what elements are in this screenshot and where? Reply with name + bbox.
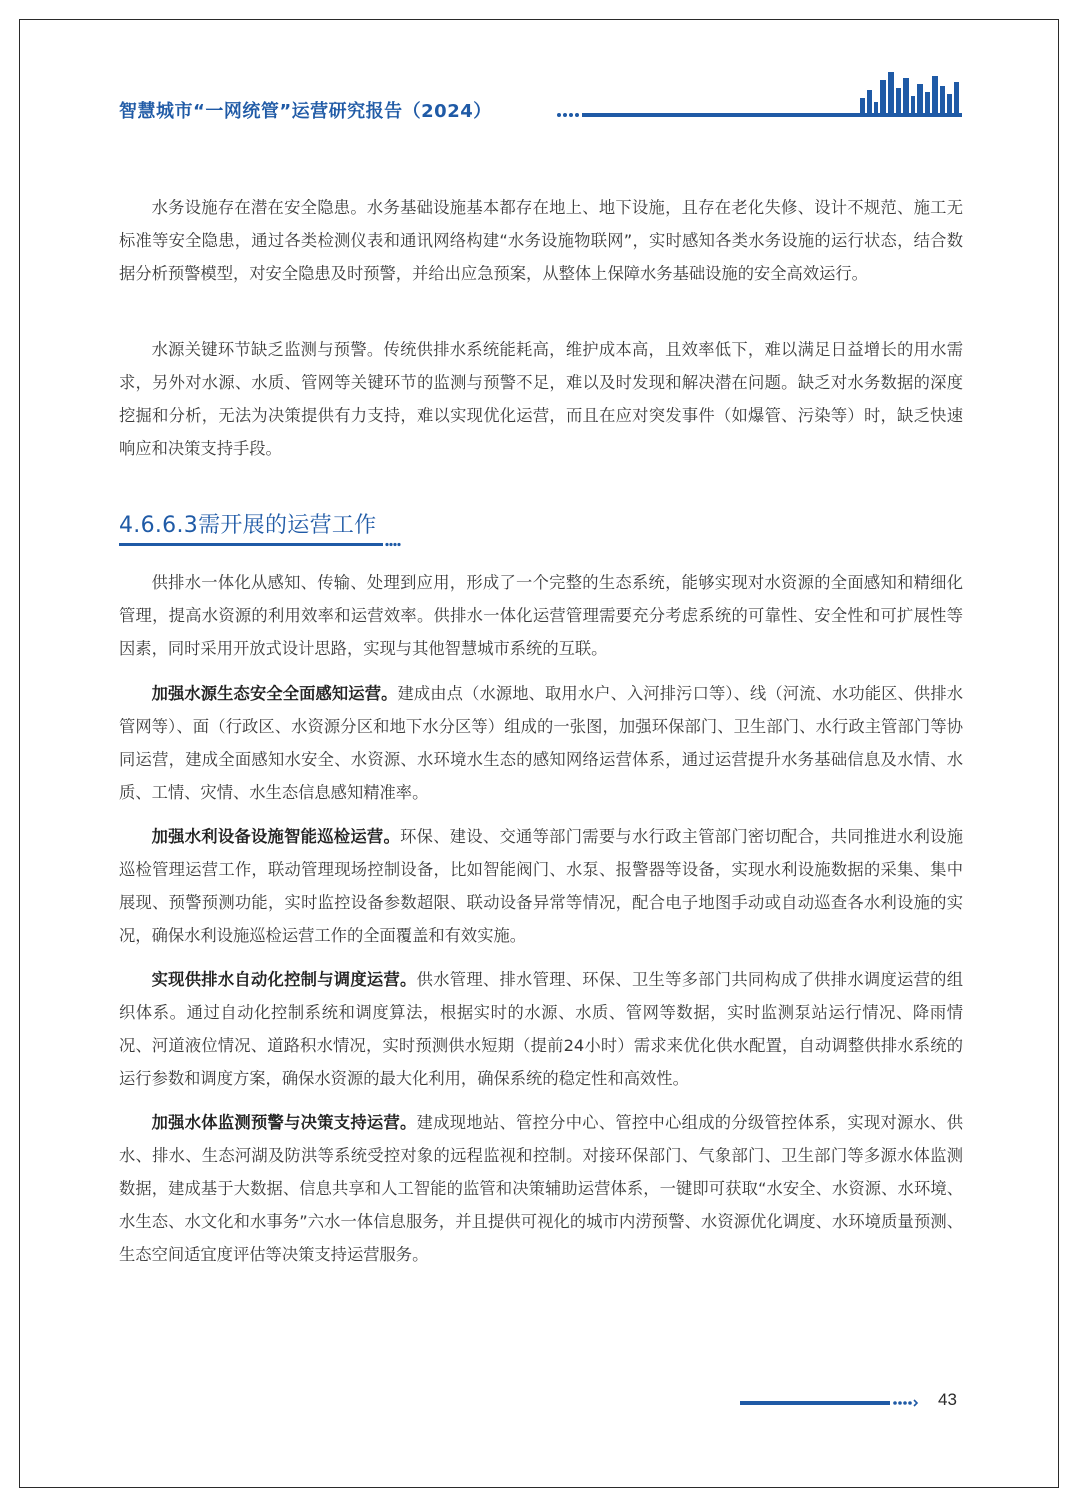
paragraph-lead: 加强水源生态安全全面感知运营。	[151, 684, 398, 703]
paragraph-lead: 实现供排水自动化控制与调度运营。	[151, 970, 417, 989]
page-number: 43	[938, 1390, 957, 1409]
paragraph-integration-overview	[119, 566, 963, 665]
section-dots-decoration	[385, 542, 401, 547]
paragraph-body: 建成由点（水源地、取用水户、入河排污口等）、线（河流、水功能区、供排水管网等）、面（行政区、水资源分区和地下水分区等）组成的一张图，加强环保部门、卫生部门、水行政主管部门等协同运营，建成全面感知水安全、水资源、水环境水生态的感知网络运营体系，通过运营提升水务基础信息及水情、水质、工情、灾情、水生态信息感知精准率。	[119, 684, 963, 802]
report-title: 智慧城市“一网统管”运营研究报告（2024）	[119, 101, 492, 122]
paragraph-water-facility-risk: 水务设施存在潜在安全隐患。水务基础设施基本都存在地上、地下设施，且存在老化失修、设计不规范、施工无标准等安全隐患，通过各类检测仪表和通讯网络构建“水务设施物联网”，实时感知各类水务设施的运行状态，结合数据分析预警模型，对安全隐患及时预警，并给出应急预案，从整体上保障水务基础设施的安全高效运行。	[119, 198, 963, 283]
section-underline	[119, 543, 383, 546]
paragraph-lead: 加强水体监测预警与决策支持运营。	[151, 1113, 417, 1132]
footer-chevron-dots-decoration	[892, 1398, 920, 1408]
paragraph-monitoring-decision-support	[119, 1106, 963, 1271]
paragraph-body: 供水管理、排水管理、环保、卫生等多部门共同构成了供排水调度运营的组织体系。通过自动化控制系统和调度算法，根据实时的水源、水质、管网等数据，实时监测泵站运行情况、降雨情况、河道液位情况、道路积水情况，实时预测供水短期（提前24小时）需求来优化供水配置，自动调整供排水系统的运行参数和调度方案，确保水资源的最大化利用，确保系统的稳定性和高效性。	[119, 970, 963, 1088]
paragraph-facility-inspection	[119, 820, 963, 952]
section-heading: 4.6.6.3需开展的运营工作	[119, 513, 377, 538]
paragraph-body: 供排水一体化从感知、传输、处理到应用，形成了一个完整的生态系统，能够实现对水资源的全面感知和精细化管理，提高水资源的利用效率和运营效率。供排水一体化运营管理需要充分考虑系统的可靠性、安全性和可扩展性等因素，同时采用开放式设计思路，实现与其他智慧城市系统的互联。	[119, 573, 963, 658]
header-dots-decoration	[556, 111, 582, 119]
footer-rule	[740, 1401, 890, 1405]
paragraph-lead: 加强水利设备设施智能巡检运营。	[151, 827, 401, 846]
paragraph-automation-dispatch	[119, 963, 963, 1095]
city-skyline-icon	[858, 70, 962, 116]
paragraph-body: 建成现地站、管控分中心、管控中心组成的分级管控体系，实现对源水、供水、排水、生态河湖及防洪等系统受控对象的远程监视和控制。对接环保部门、气象部门、卫生部门等多源水体监测数据，建成基于大数据、信息共享和人工智能的监管和决策辅助运营体系，一键即可获取“水安全、水资源、水环境、水生态、水文化和水事务”六水一体信息服务，并且提供可视化的城市内涝预警、水资源优化调度、水环境质量预测、生态空间适宜度评估等决策支持运营服务。	[119, 1113, 963, 1264]
paragraph-source-ecology-sensing	[119, 677, 963, 809]
paragraph-body: 环保、建设、交通等部门需要与水行政主管部门密切配合，共同推进水利设施巡检管理运营工作，联动管理现场控制设备，比如智能阀门、水泵、报警器等设备，实现水利设施数据的采集、集中展现、预警预测功能，实时监控设备参数超限、联动设备异常等情况，配合电子地图手动或自动巡查各水利设施的实况，确保水利设施巡检运营工作的全面覆盖和有效实施。	[119, 827, 963, 945]
paragraph-water-source-monitoring: 水源关键环节缺乏监测与预警。传统供排水系统能耗高，维护成本高，且效率低下，难以满足日益增长的用水需求，另外对水源、水质、管网等关键环节的监测与预警不足，难以及时发现和解决潜在问题。缺乏对水务数据的深度挖掘和分析，无法为决策提供有力支持，难以实现优化运营，而且在应对突发事件（如爆管、污染等）时，缺乏快速响应和决策支持手段。	[119, 340, 963, 458]
